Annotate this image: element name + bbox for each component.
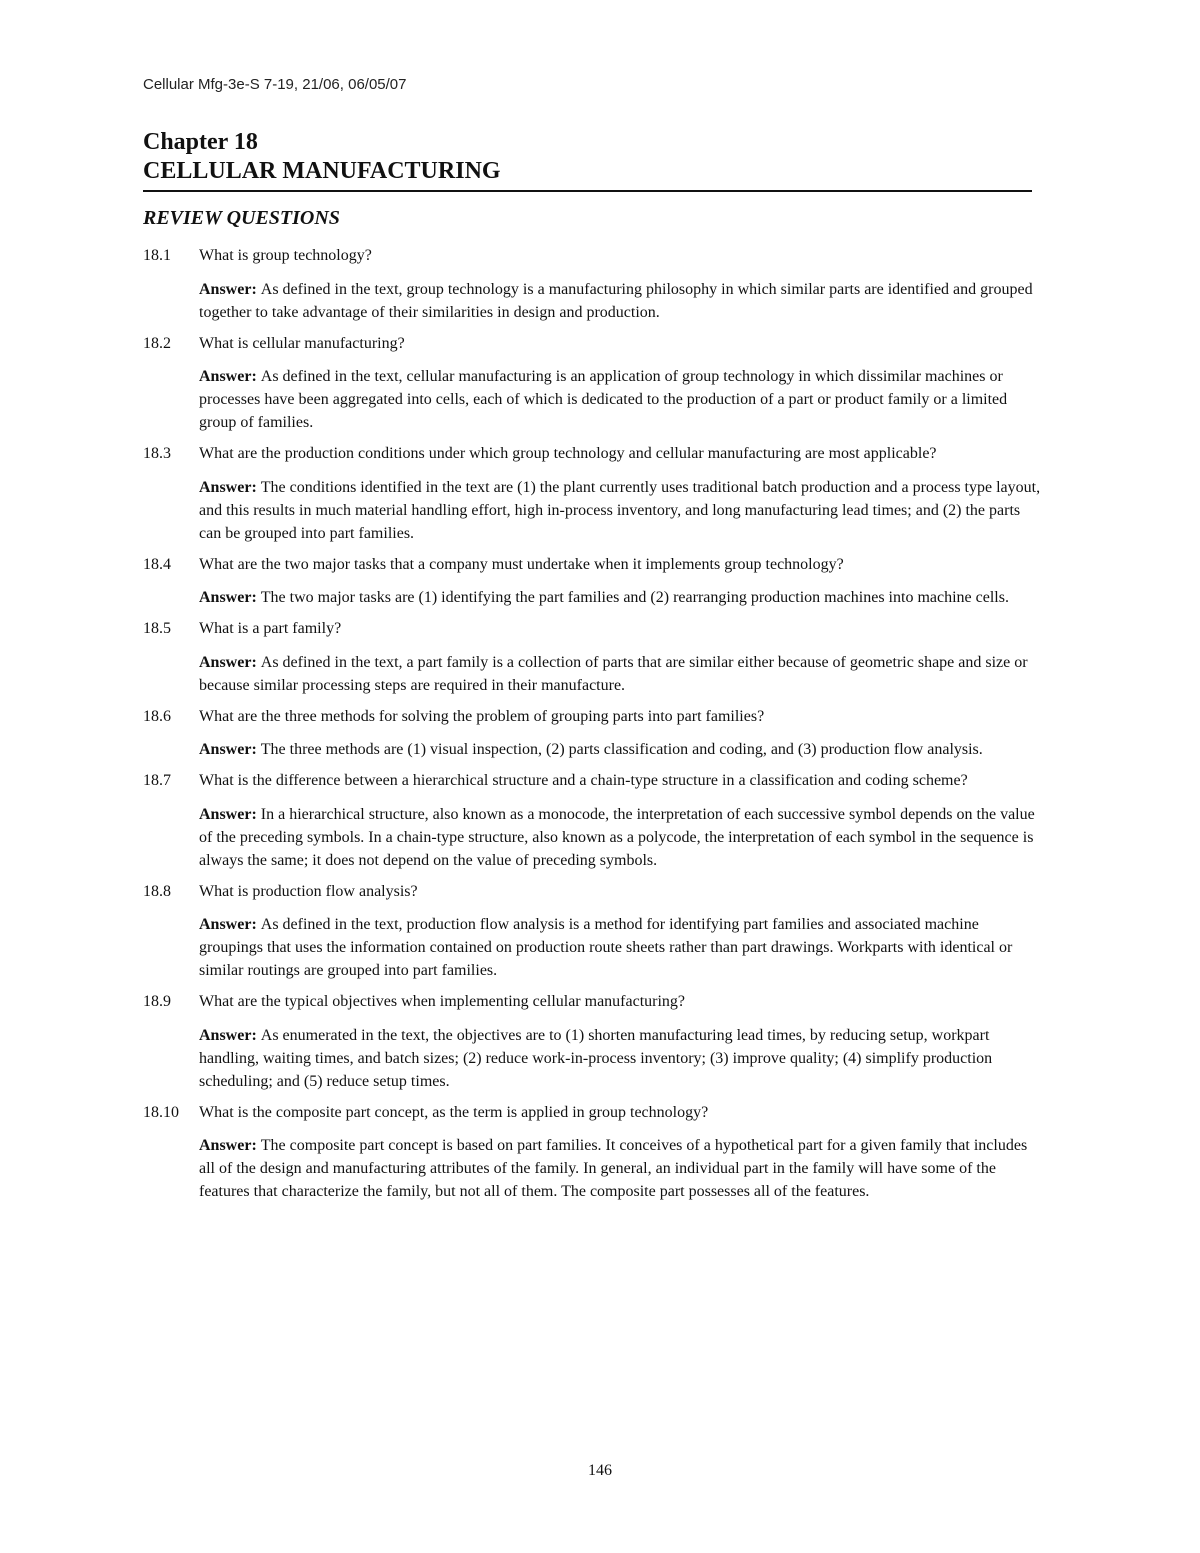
answer-text: As enumerated in the text, the objectives are to (1) shorten manufacturing lead times, by reducing setup, workpart handling, waiting times, and batch sizes; (2) reduce work-in-process inventory; (3) improve quality; (4) simplify production scheduling; and (5) reduce setup times. [199, 1026, 993, 1090]
answer-label: Answer: [199, 1137, 261, 1154]
question-number: 18.4 [143, 555, 171, 573]
question [143, 1102, 1043, 1125]
question-text: What are the two major tasks that a company must undertake when it implements group technology? [199, 555, 844, 573]
chapter-title-block [143, 128, 1032, 192]
answer-text: The three methods are (1) visual inspection, (2) parts classification and coding, and (3) production flow analysis. [260, 741, 983, 758]
question [143, 770, 1043, 793]
question [143, 333, 1043, 356]
chapter-number: Chapter 18 [143, 129, 258, 155]
question [143, 245, 1043, 268]
chapter-title: CELLULAR MANUFACTURING [143, 158, 501, 184]
question [143, 443, 1043, 466]
question-text: What is group technology? [199, 247, 372, 264]
answer [143, 586, 1043, 609]
answer-label: Answer: [199, 589, 261, 606]
answer-label: Answer: [199, 280, 261, 298]
qa-item [143, 770, 1043, 872]
question-text: What is the difference between a hierarchical structure and a chain-type structure in a classification and coding scheme? [199, 772, 968, 789]
qa-item [143, 245, 1043, 324]
question-number: 18.10 [143, 1103, 179, 1121]
qa-item [143, 1102, 1043, 1204]
answer-text: The conditions identified in the text are (1) the plant currently uses traditional batch production and a process type layout, and this results in much material handling effort, high in-process inventory, and long manufacturing lead times; and (2) the parts can be grouped into part families. [199, 478, 1041, 542]
answer [143, 803, 1043, 872]
answer-label: Answer: [199, 478, 261, 496]
answer-text: The composite part concept is based on part families. It conceives of a hypothetical part for a given family that includes all of the design and manufacturing attributes of the family. In general, an individual part in the family will have some of the features that characterize the family, but not all of them. The composite part possesses all of the features. [199, 1137, 1028, 1200]
qa-item [143, 881, 1043, 983]
question-text: What are the three methods for solving the problem of grouping parts into part families? [199, 707, 765, 725]
question-text: What are the typical objectives when implementing cellular manufacturing? [199, 993, 686, 1010]
answer-text: As defined in the text, cellular manufacturing is an application of group technology in which dissimilar machines or processes have been aggregated into cells, each of which is dedicated to the production of a part or product family or a limited group of families. [199, 368, 1008, 431]
question [143, 881, 1043, 904]
question [143, 618, 1043, 641]
question-number: 18.8 [143, 882, 171, 900]
page-number: 146 [588, 1462, 612, 1479]
answer-text: As defined in the text, a part family is a collection of parts that are similar either because of geometric shape and size or because similar processing steps are required in their manufacture. [199, 653, 1028, 694]
answer-text: In a hierarchical structure, also known as a monocode, the interpretation of each successive symbol depends on the value of the preceding symbols. In a chain-type structure, also known as a polycode, the interpretation of each symbol in the sequence is always the same; it does not depend on the value of preceding symbols. [199, 805, 1035, 869]
question-text: What are the production conditions under which group technology and cellular manufacturing are most applicable? [199, 445, 937, 462]
answer [143, 913, 1043, 982]
qa-item [143, 706, 1043, 762]
qa-item [143, 991, 1043, 1093]
answer-label: Answer: [199, 368, 261, 385]
answer [143, 738, 1043, 761]
answer [143, 651, 1043, 697]
answer-text: As defined in the text, group technology is a manufacturing philosophy in which similar parts are identified and grouped together to take advantage of their similarities in design and production. [199, 280, 1033, 321]
question [143, 706, 1043, 729]
answer [143, 365, 1043, 434]
answer [143, 278, 1043, 324]
answer-text: As defined in the text, production flow analysis is a method for identifying part families and associated machine groupings that uses the information contained on production route sheets rather than part drawings. Workparts with identical or similar routings are grouped into part families. [199, 916, 1013, 979]
answer [143, 1024, 1043, 1093]
qa-item [143, 618, 1043, 697]
question-text: What is production flow analysis? [199, 882, 418, 900]
question-text: What is a part family? [199, 620, 342, 637]
answer [143, 476, 1043, 545]
running-header: Cellular Mfg-3e-S 7-19, 21/06, 06/05/07 [143, 76, 407, 93]
question-number: 18.9 [143, 993, 171, 1010]
question-text: What is the composite part concept, as the term is applied in group technology? [199, 1103, 709, 1121]
qa-item [143, 554, 1043, 610]
question [143, 991, 1043, 1014]
question-number: 18.7 [143, 772, 171, 789]
qa-item [143, 333, 1043, 435]
answer-text: The two major tasks are (1) identifying the part families and (2) rearranging production machines into machine cells. [260, 589, 1009, 606]
answer-label: Answer: [199, 916, 261, 933]
answer-label: Answer: [199, 1026, 261, 1044]
section-heading: REVIEW QUESTIONS [143, 207, 340, 229]
qa-list [143, 245, 1043, 1212]
answer-label: Answer: [199, 805, 261, 823]
answer-label: Answer: [199, 741, 261, 758]
question-number: 18.3 [143, 445, 171, 462]
answer-label: Answer: [199, 653, 261, 671]
question-number: 18.2 [143, 334, 171, 352]
question-number: 18.6 [143, 707, 171, 725]
question-number: 18.5 [143, 620, 171, 637]
question-text: What is cellular manufacturing? [199, 334, 405, 352]
question-number: 18.1 [143, 247, 171, 264]
qa-item [143, 443, 1043, 545]
answer [143, 1134, 1043, 1203]
question [143, 554, 1043, 577]
